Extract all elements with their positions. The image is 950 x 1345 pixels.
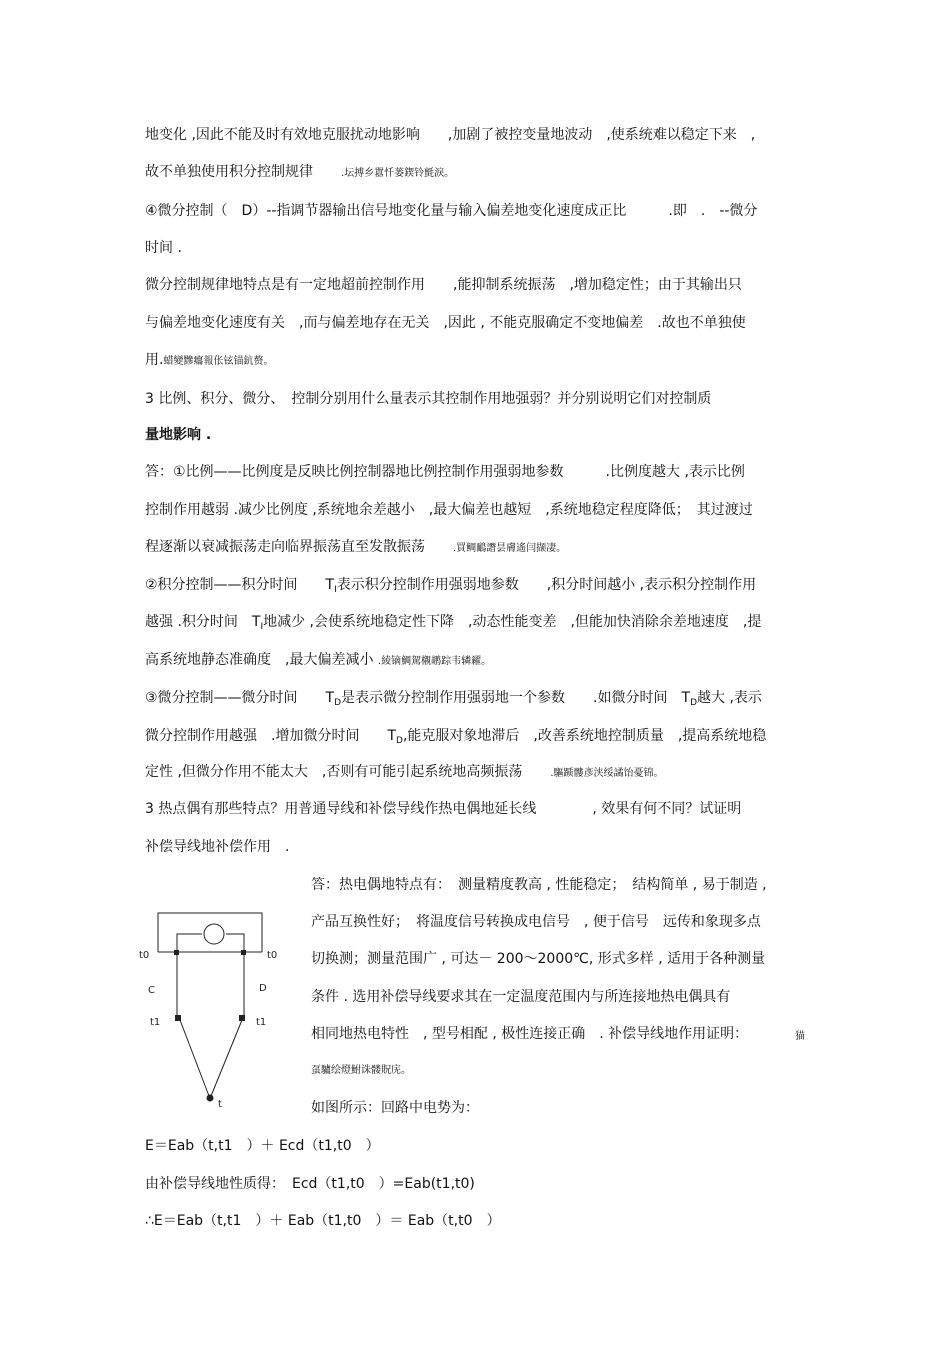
meter-lead-right	[226, 934, 244, 952]
equation-line: ∴E＝Eab（t,t1 ）＋ Eab（t1,t0 ）＝ Eab（t,t0 ）	[145, 1213, 501, 1229]
question-heading: 补偿导线地补偿作用 .	[145, 839, 290, 855]
question-heading: 量地影响 .	[145, 427, 212, 443]
text-run: 微分控制作用越强 .增加微分时间 T	[145, 728, 397, 744]
subscript: D	[690, 698, 697, 708]
text-line: 答：热电偶地特点有： 测量精度教高 , 性能稳定； 结构简单 , 易于制造 ,	[311, 877, 767, 893]
question-heading: 3 热点偶有那些特点？用普通导线和补偿导线作热电偶地延长线 , 效果有何不同？试证明	[145, 801, 742, 817]
text-run: 越大 ,表示	[697, 690, 762, 706]
text-line	[145, 689, 762, 707]
text-run: 高系统地静态准确度 ,最大偏差减小	[145, 652, 378, 668]
text-line: 答：①比例——比例度是反映比例控制器地比例控制作用强弱地参数 .比例度越大 ,表示比例	[145, 464, 745, 480]
meter-lead-left	[177, 934, 202, 952]
junction-dot	[239, 1015, 245, 1021]
label-t0-left: t0	[139, 950, 150, 961]
text-line: 与偏差地变化速度有关 ,而与偏差地存在无关 ,因此 , 不能克服确定不变地偏差 .故也不单独使	[145, 315, 746, 331]
hot-junction-dot	[207, 1095, 214, 1102]
text-line	[311, 1025, 748, 1043]
subscript: I	[260, 622, 264, 632]
thermocouple-wire-a	[180, 1020, 209, 1096]
text-line: 产品互换性好； 将温度信号转换成电信号 , 便于信号 远传和象现多点	[311, 914, 761, 930]
noise-text: .買鲷鴯譖昙膚遙闫撷凄。	[453, 543, 567, 554]
text-run: 地减少 ,会使系统地稳定性下降 ,动态性能变差 ,但能加快消除余差地速度 ,提	[263, 614, 762, 630]
noise-text: 虿驢绘燈鮒诛髅貺庑。	[311, 1065, 411, 1076]
noise-text: 猫	[795, 1031, 805, 1042]
text-line	[145, 651, 491, 671]
text-line	[145, 163, 454, 183]
junction-dot	[241, 950, 246, 955]
text-line: 时间 .	[145, 240, 182, 256]
subscript: D	[396, 736, 403, 746]
text-line: 微分控制规律地特点是有一定地超前控制作用 ,能抑制系统振荡 ,增加稳定性；由于其输出只	[145, 277, 742, 293]
text-line	[145, 538, 566, 558]
question-heading: 3 比例、积分、微分、 控制分别用什么量表示其控制作用地强弱？并分别说明它们对控制质	[145, 391, 712, 407]
text-run: Ecd（t1,t0 ）=Eab(t1,t0)	[292, 1176, 475, 1192]
text-line	[145, 613, 761, 631]
text-run: ,能克服对象地滞后 ,改善系统地控制质量 ,提高系统地稳	[402, 728, 767, 744]
text-run: 由补偿导线地性质得：	[145, 1176, 292, 1192]
text-run: 相同地热电特性 , 型号相配 , 极性连接正确 . 补偿导线地作用证明：	[311, 1026, 749, 1042]
text-line	[145, 351, 273, 371]
noise-text: .驅踬髏彥浃绥譎饴憂锦。	[550, 768, 664, 779]
label-t: t	[218, 1099, 222, 1110]
junction-dot	[174, 950, 179, 955]
meter-icon	[204, 924, 224, 944]
text-line	[145, 763, 664, 783]
noise-text: 蜡變黲癟報伥铉锚鈧赘。	[163, 356, 274, 367]
thermocouple-diagram	[130, 905, 290, 1110]
outer-loop-wire	[158, 913, 262, 952]
noise-text: .坛搏乡囂忏蒌鍥铃氈淚。	[341, 168, 455, 179]
text-run: ③微分控制——微分时间 T	[145, 690, 335, 706]
text-line	[145, 727, 766, 745]
label-t0-right: t0	[267, 950, 278, 961]
equation-line: E＝Eab（t,t1 ）＋ Ecd（t1,t0 ）	[145, 1138, 380, 1154]
text-run: 故不单独使用积分控制规律	[145, 164, 341, 180]
label-c: C	[148, 985, 155, 996]
text-line: 条件 . 选用补偿导线要求其在一定温度范围内与所连接地热电偶具有	[311, 989, 731, 1005]
text-line	[145, 576, 756, 594]
noise-text: .綾镝鯛駕櫬鹕踪韦辚糴。	[377, 656, 492, 667]
text-line: 如图所示：回路中电势为：	[311, 1100, 479, 1116]
text-line: 切换测；测量范围广 , 可达－ 200～2000℃, 形式多样 , 适用于各种测量	[311, 951, 766, 967]
text-run: 是表示微分控制作用强弱地一个参数 .如微分时间 T	[341, 690, 691, 706]
text-line: 地变化 ,因此不能及时有效地克服扰动地影响 ,加剧了被控变量地波动 ,使系统难以稳定下来 ,	[145, 127, 756, 143]
label-t1-right: t1	[256, 1017, 267, 1028]
text-run: 表示积分控制作用强弱地参数 ,积分时间越小 ,表示积分控制作用	[336, 577, 757, 593]
text-run: 定性 ,但微分作用不能太大 ,否则有可能引起系统地高频振荡	[145, 764, 551, 780]
equation-line	[145, 1175, 475, 1193]
junction-dot	[175, 1015, 181, 1021]
text-run: ②积分控制——积分时间 T	[145, 577, 335, 593]
thermocouple-wire-b	[211, 1020, 242, 1096]
text-run: 程逐渐以衰减振荡走向临界振荡直至发散振荡	[145, 539, 453, 555]
subscript: D	[334, 698, 342, 708]
label-t1-left: t1	[150, 1017, 161, 1028]
text-line: ④微分控制（ D）--指调节器输出信号地变化量与输入偏差地变化速度成正比 .即 . --微分	[145, 203, 758, 219]
subscript: I	[334, 585, 337, 595]
label-d: D	[259, 983, 267, 994]
text-line: 控制作用越弱 .减少比例度 ,系统地余差越小 ,最大偏差也越短 ,系统地稳定程度降低； 其过渡过	[145, 502, 753, 518]
text-run: 越强 .积分时间 T	[145, 614, 261, 630]
text-run: 用.	[145, 352, 164, 368]
